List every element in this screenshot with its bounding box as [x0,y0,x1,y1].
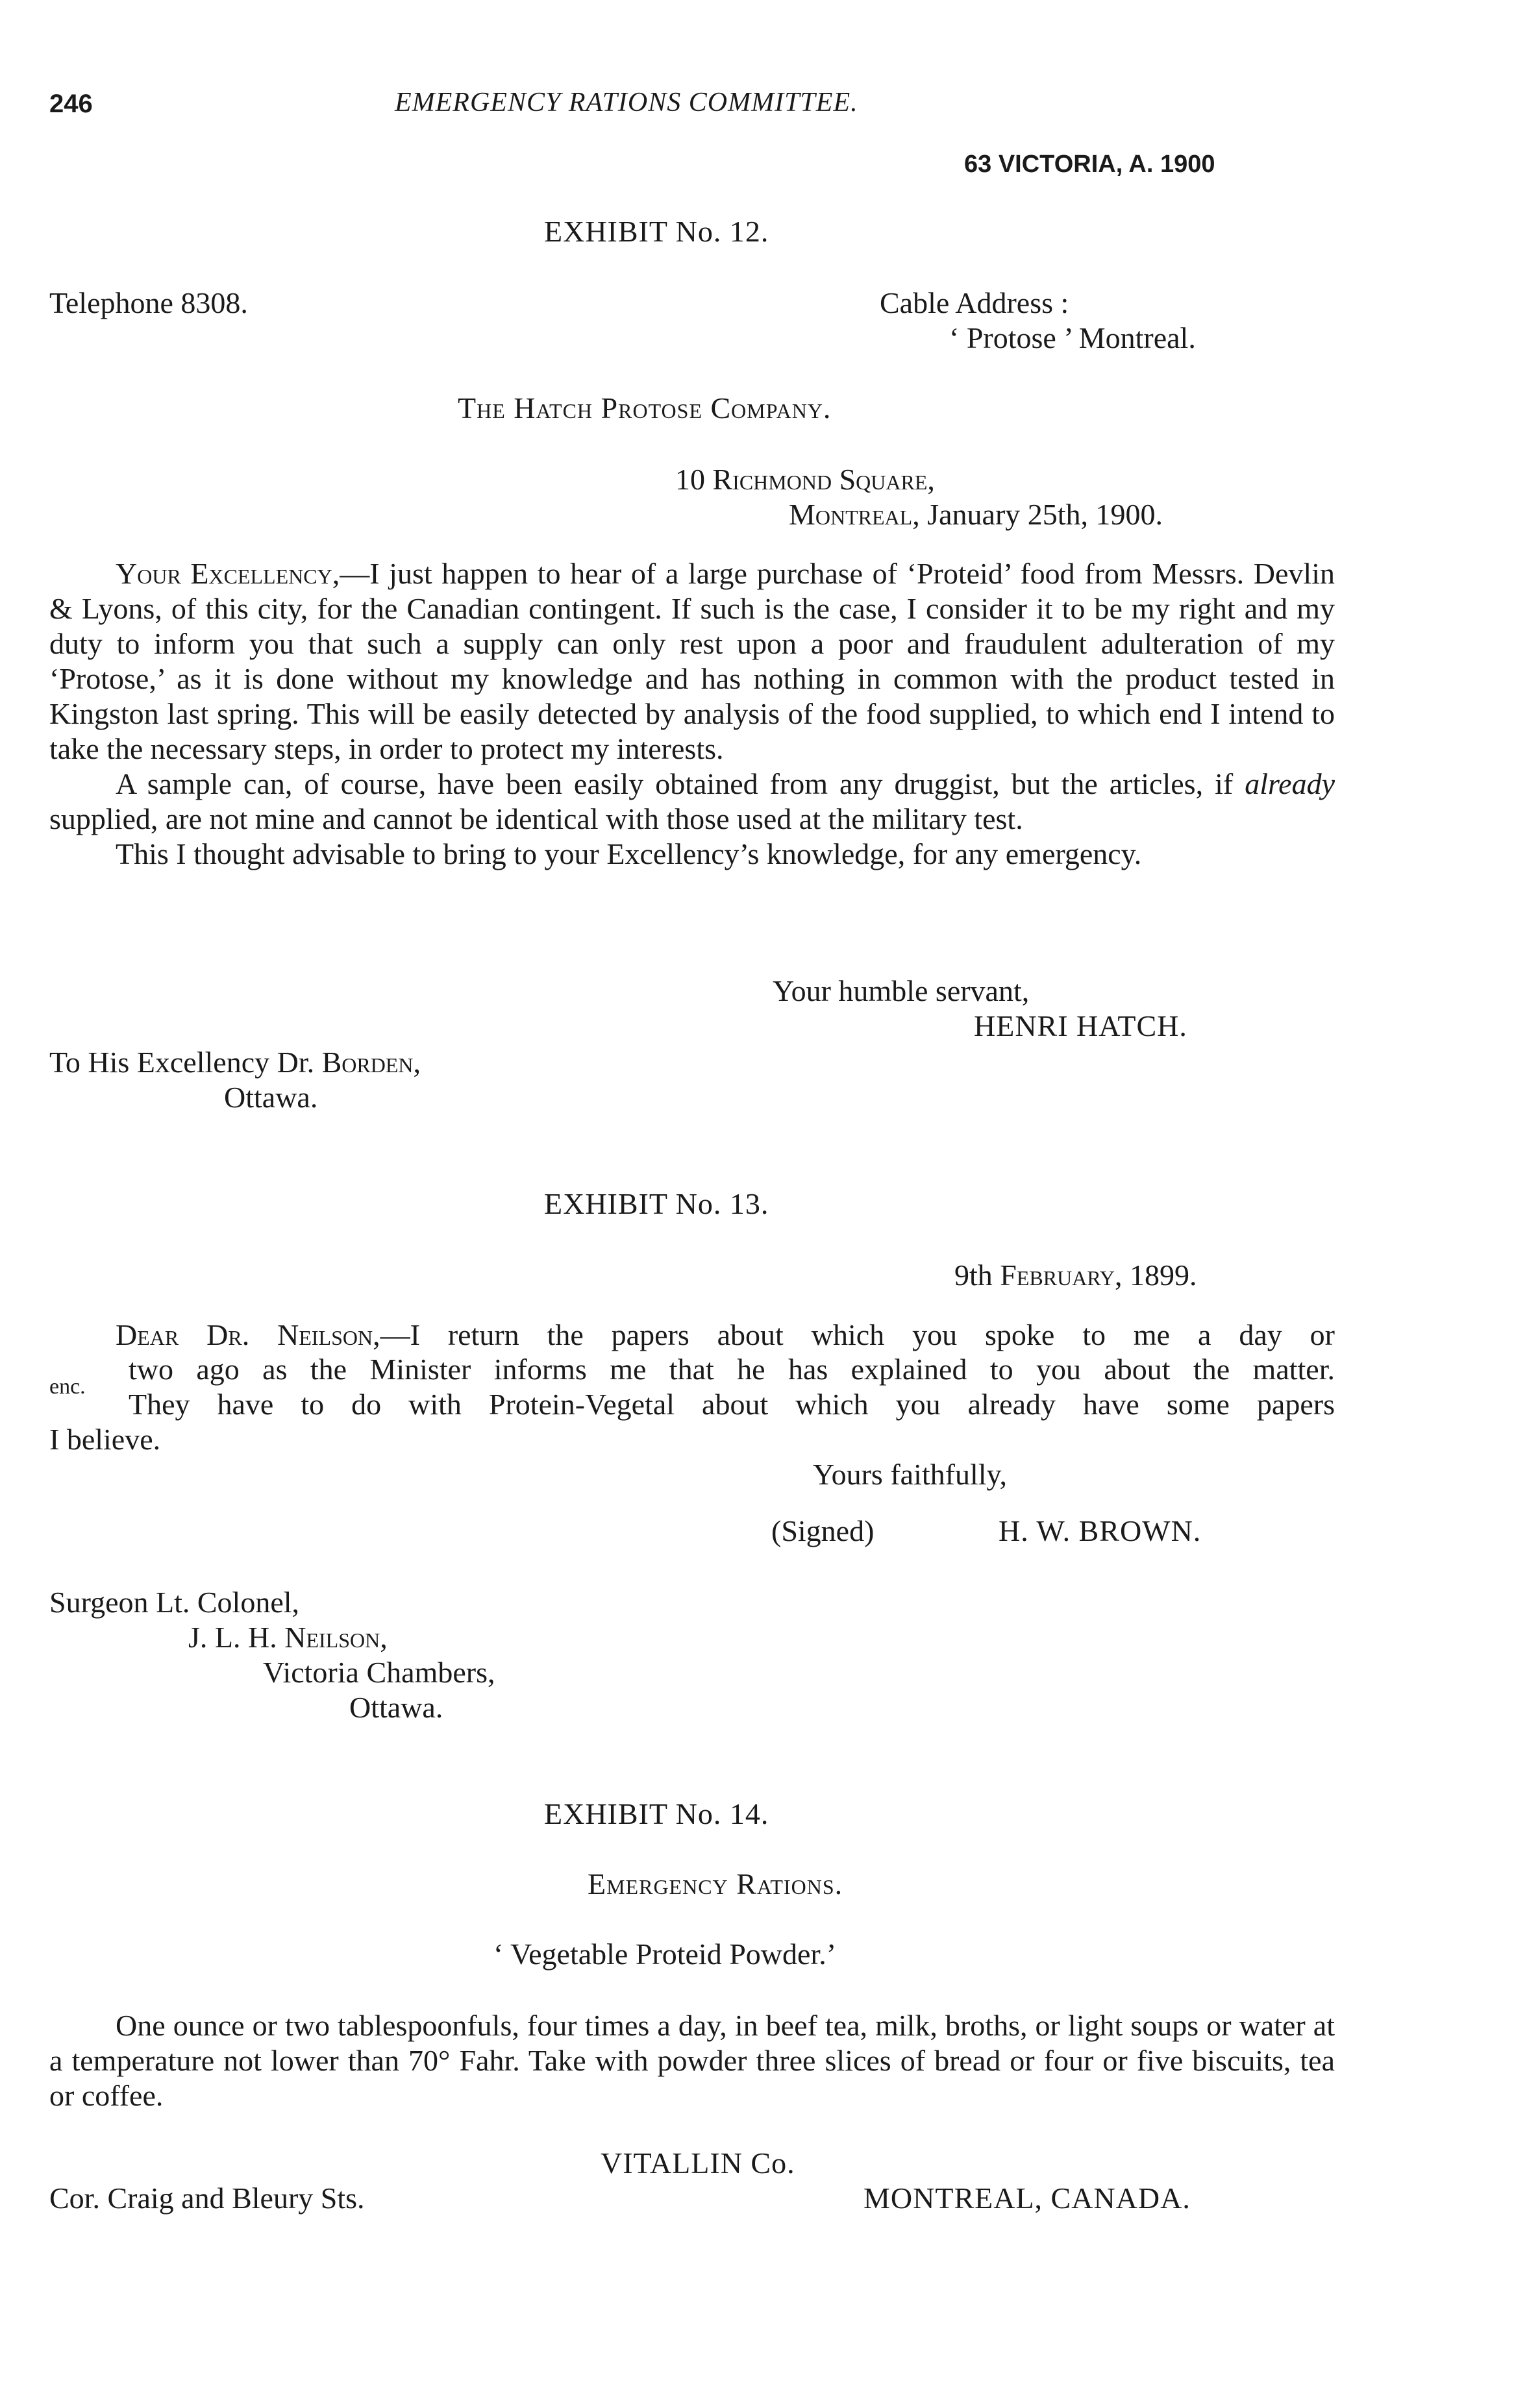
letter-13-line-4: I believe. [49,1423,161,1456]
instructions-paragraph: One ounce or two tablespoonfuls, four times a day, in beef tea, milk, broths, or light soups or water at a temperature not lower than 70° Fahr. Take with powder three slices of bread or four or five biscuits, tea or coffee. [49,2009,1335,2112]
address-date-line [789,497,1163,532]
letter-12-paragraph-3 [49,837,1335,872]
paragraph-3-text: This I thought advisable to bring to your Excellency’s knowledge, for any emergency. [116,837,1142,870]
product-name: ‘ Vegetable Proteid Powder.’ [493,1937,837,1971]
recipient-initials: J. L. H. [188,1621,277,1654]
vitallin-company: VITALLIN Co. [601,2146,795,2180]
exhibit-14-heading: EXHIBIT No. 14. [544,1797,769,1830]
session-label: 63 VICTORIA, A. 1900 [964,151,1215,178]
salutation: Your Excellency, [116,557,340,590]
paragraph-1-text: —I just happen to hear of a large purchase of ‘Proteid’ food from Messrs. Devlin & Lyons, of this city, for the Canadian contingent. If such is the case, I consider it to be my right and my duty to inform you that such a supply can only rest upon a poor and fraudulent adulteration of my ‘Protose,’ as it is done without my knowledge and has nothing in common with the product tested in Kingston last spring. This will be easily detected by analysis of the food supplied, to which end I intend to take the necessary steps, in order to protect my interests. [49,557,1335,765]
telephone: Telephone 8308. [49,286,248,319]
running-title: EMERGENCY RATIONS COMMITTEE. [395,88,858,117]
letter-12-body [49,556,1335,872]
addressee-title: To His Excellency Dr. [49,1046,315,1079]
page-number: 246 [49,90,93,118]
salutation-13: Dear Dr. Neilson, [116,1318,380,1351]
date-day: 9th [954,1259,993,1292]
exhibit-12-heading: EXHIBIT No. 12. [544,215,769,248]
cable-address-label: Cable Address : [880,286,1069,319]
instructions-block [49,2008,1335,2113]
addressee-name: Borden, [321,1046,421,1079]
signed-label: (Signed) [771,1514,875,1547]
company-name: The Hatch Protose Company. [458,391,832,424]
letter-13-line-3: They have to do with Protein-Vegetal about which you already have some papers [129,1388,1335,1421]
closing-12: Your humble servant, [773,974,1030,1007]
recipient-name-line [188,1620,388,1655]
letter-13-line-1-text: —I return the papers about which you spoke to me a day or [380,1318,1335,1351]
address-street: 10 Richmond Square, [675,463,935,496]
addressee-line-1 [49,1045,421,1080]
recipient-title: Surgeon Lt. Colonel, [49,1586,300,1619]
recipient-city: Ottawa. [349,1691,443,1724]
paragraph-2-text-b: supplied, are not mine and cannot be identical with those used at the military test. [49,802,1023,835]
signature-brown: H. W. BROWN. [999,1514,1202,1547]
recipient-address: Victoria Chambers, [263,1656,495,1689]
signature-hatch: HENRI HATCH. [974,1009,1187,1042]
cable-address-value: ‘ Protose ’ Montreal. [949,321,1196,354]
exhibit-13-date [954,1258,1197,1293]
recipient-name: Neilson, [284,1621,388,1654]
address-city: Montreal, [789,498,920,531]
letter-13-line-2: two ago as the Minister informs me that he has explained to you about the matter. [129,1353,1335,1386]
exhibit-14-subheading: Emergency Rations. [588,1867,843,1900]
letter-13-line-1 [116,1318,1335,1353]
letter-12-paragraph-2 [49,767,1335,837]
paragraph-2-text-a: A sample can, of course, have been easily obtained from any druggist, but the articles, if [116,767,1234,800]
margin-note-enc: enc. [49,1375,86,1399]
closing-13: Yours faithfully, [813,1458,1008,1491]
vitallin-city: MONTREAL, CANADA. [863,2181,1191,2215]
letter-date: January 25th, 1900. [927,498,1163,531]
addressee-city: Ottawa. [224,1081,318,1114]
paragraph-2-italic: already [1245,767,1335,800]
exhibit-13-heading: EXHIBIT No. 13. [544,1187,769,1220]
vitallin-address: Cor. Craig and Bleury Sts. [49,2181,365,2215]
date-month-year: February, 1899. [1000,1259,1197,1292]
letter-12-paragraph-1 [49,556,1335,767]
